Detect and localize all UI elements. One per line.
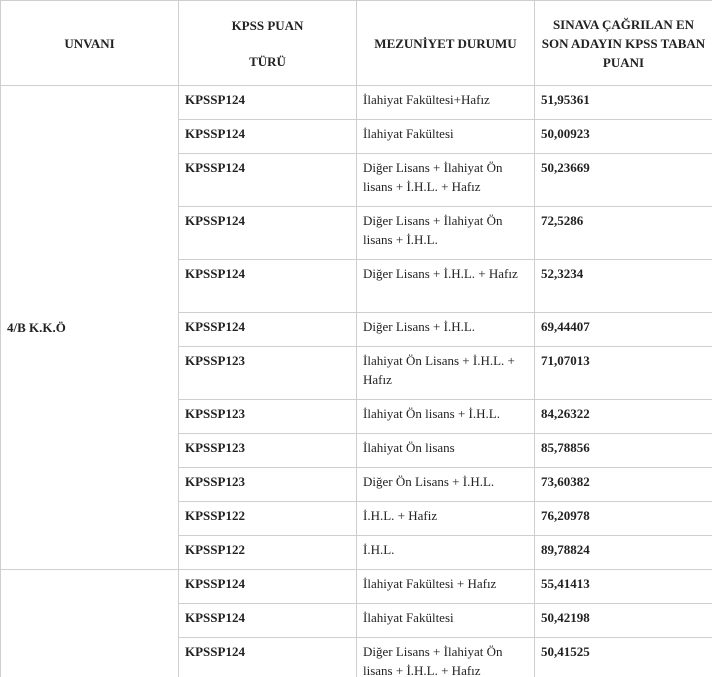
unvan-cell: 4/B K.K.Ö bbox=[1, 86, 179, 570]
table-body bbox=[1, 86, 712, 677]
puan-turu-cell: KPSSP124 bbox=[179, 86, 357, 120]
mezuniyet-cell: İlahiyat Fakültesi bbox=[357, 120, 535, 154]
puan-turu-cell: KPSSP124 bbox=[179, 570, 357, 604]
header-unvan: UNVANI bbox=[1, 1, 179, 86]
mezuniyet-cell: İ.H.L. + Hafiz bbox=[357, 502, 535, 536]
taban-puani-cell: 69,44407 bbox=[535, 313, 712, 347]
mezuniyet-cell: İlahiyat Fakültesi + Hafız bbox=[357, 570, 535, 604]
mezuniyet-cell: Diğer Lisans + İlahiyat Ön lisans + İ.H.L. + Hafız bbox=[357, 638, 535, 677]
taban-puani-cell: 84,26322 bbox=[535, 400, 712, 434]
mezuniyet-cell: Diğer Lisans + İ.H.L. + Hafız bbox=[357, 260, 535, 313]
puan-turu-cell: KPSSP124 bbox=[179, 604, 357, 638]
table-row bbox=[1, 570, 712, 604]
mezuniyet-cell: İlahiyat Ön lisans bbox=[357, 434, 535, 468]
taban-puani-cell: 55,41413 bbox=[535, 570, 712, 604]
taban-puani-cell: 71,07013 bbox=[535, 347, 712, 400]
taban-puani-cell: 50,00923 bbox=[535, 120, 712, 154]
puan-turu-cell: KPSSP124 bbox=[179, 120, 357, 154]
taban-puani-cell: 50,23669 bbox=[535, 154, 712, 207]
taban-puani-cell: 51,95361 bbox=[535, 86, 712, 120]
taban-puani-cell: 76,20978 bbox=[535, 502, 712, 536]
taban-puani-cell: 72,5286 bbox=[535, 207, 712, 260]
mezuniyet-cell: İlahiyat Fakültesi bbox=[357, 604, 535, 638]
mezuniyet-cell: Diğer Ön Lisans + İ.H.L. bbox=[357, 468, 535, 502]
puan-turu-cell: KPSSP124 bbox=[179, 313, 357, 347]
mezuniyet-cell: Diğer Lisans + İ.H.L. bbox=[357, 313, 535, 347]
header-puan-turu-line2: TÜRÜ bbox=[249, 53, 286, 69]
taban-puani-cell: 50,42198 bbox=[535, 604, 712, 638]
header-puan-turu-line1: KPSS PUAN bbox=[231, 17, 304, 33]
header-row bbox=[1, 1, 712, 86]
mezuniyet-cell: İlahiyat Fakültesi+Hafız bbox=[357, 86, 535, 120]
mezuniyet-cell: İlahiyat Ön lisans + İ.H.L. bbox=[357, 400, 535, 434]
puan-turu-cell: KPSSP123 bbox=[179, 400, 357, 434]
taban-puani-cell: 52,3234 bbox=[535, 260, 712, 313]
taban-puani-cell: 85,78856 bbox=[535, 434, 712, 468]
taban-puani-cell: 89,78824 bbox=[535, 536, 712, 570]
mezuniyet-cell: Diğer Lisans + İlahiyat Ön lisans + İ.H.L. bbox=[357, 207, 535, 260]
header-taban-puani: SINAVA ÇAĞRILAN EN SON ADAYIN KPSS TABAN PUANI bbox=[535, 1, 712, 86]
puan-turu-cell: KPSSP124 bbox=[179, 260, 357, 313]
mezuniyet-cell: Diğer Lisans + İlahiyat Ön lisans + İ.H.L. + Hafız bbox=[357, 154, 535, 207]
puan-turu-cell: KPSSP122 bbox=[179, 536, 357, 570]
mezuniyet-cell: İ.H.L. bbox=[357, 536, 535, 570]
unvan-cell bbox=[1, 570, 179, 677]
header-mezuniyet: MEZUNİYET DURUMU bbox=[357, 1, 535, 86]
mezuniyet-cell: İlahiyat Ön Lisans + İ.H.L. + Hafız bbox=[357, 347, 535, 400]
table-header bbox=[1, 1, 712, 86]
puan-turu-cell: KPSSP124 bbox=[179, 154, 357, 207]
taban-puani-cell: 50,41525 bbox=[535, 638, 712, 677]
puan-turu-cell: KPSSP122 bbox=[179, 502, 357, 536]
puan-turu-cell: KPSSP123 bbox=[179, 347, 357, 400]
header-puan-turu bbox=[179, 1, 357, 86]
puan-turu-cell: KPSSP124 bbox=[179, 638, 357, 677]
table-row bbox=[1, 86, 712, 120]
puan-turu-cell: KPSSP124 bbox=[179, 207, 357, 260]
taban-puani-cell: 73,60382 bbox=[535, 468, 712, 502]
puan-turu-cell: KPSSP123 bbox=[179, 434, 357, 468]
puan-turu-cell: KPSSP123 bbox=[179, 468, 357, 502]
